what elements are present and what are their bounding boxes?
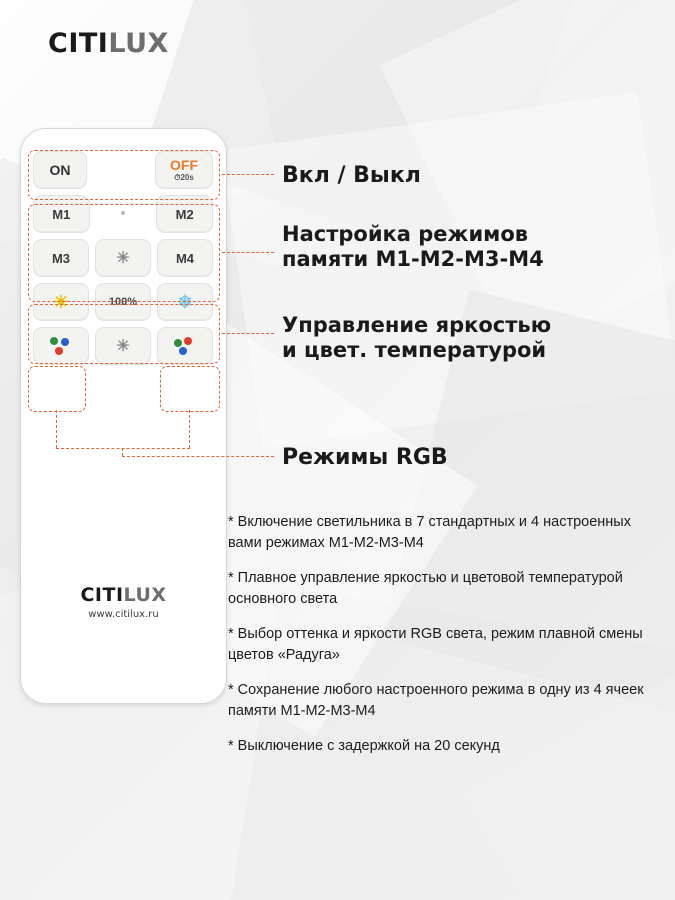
brightness-percent-label: 100% bbox=[108, 296, 138, 308]
brightness-down-button[interactable] bbox=[95, 327, 151, 365]
rgb-dots-icon bbox=[50, 337, 72, 355]
callout-brightness bbox=[282, 313, 551, 363]
keypad-row-m3-m4 bbox=[33, 239, 213, 277]
power-on-label: ON bbox=[49, 162, 71, 178]
rgb-dots-icon bbox=[174, 337, 196, 355]
remote-brand-light: LUX bbox=[123, 584, 167, 606]
cool-light-button[interactable] bbox=[157, 283, 213, 321]
note-item: * Выбор оттенка и яркости RGB света, режим плавной смены цветов «Радуга» bbox=[228, 626, 643, 664]
sun-icon: ☀ bbox=[52, 291, 70, 312]
memory-m2-button[interactable] bbox=[156, 195, 213, 233]
note-item: * Сохранение любого настроенного режима в одну из 4 ячеек памяти M1-M2-M3-M4 bbox=[228, 682, 644, 720]
memory-m4-label: M4 bbox=[175, 250, 195, 266]
callout-memory bbox=[282, 222, 544, 272]
memory-m3-button[interactable] bbox=[33, 239, 89, 277]
keypad-row-temperature bbox=[33, 283, 213, 321]
remote-keypad bbox=[33, 151, 213, 371]
brand-logo-light: LUX bbox=[108, 28, 169, 59]
power-off-label: OFF bbox=[170, 157, 198, 173]
note-item: * Выключение с задержкой на 20 секунд bbox=[228, 738, 500, 755]
indicator-led bbox=[96, 195, 151, 231]
features-notes-list bbox=[228, 512, 658, 771]
power-off-delay-label: ⏱20s bbox=[174, 173, 194, 182]
connector-rgb-join bbox=[56, 448, 190, 449]
memory-m2-label: M2 bbox=[175, 206, 194, 222]
connector-brightness bbox=[222, 333, 274, 334]
note-item: * Включение светильника в 7 стандартных и 4 настроенных вами режимах M1-M2-M3-M4 bbox=[228, 514, 631, 552]
connector-rgb-right-vertical bbox=[189, 410, 190, 448]
full-brightness-button[interactable] bbox=[95, 283, 151, 321]
memory-m1-label: M1 bbox=[52, 206, 71, 222]
sun-icon: ☀ bbox=[115, 338, 131, 355]
note-item: * Плавное управление яркостью и цветовой температурой основного света bbox=[228, 570, 623, 608]
connector-rgb-left-vertical bbox=[56, 410, 57, 448]
power-on-button[interactable] bbox=[33, 151, 87, 189]
connector-memory bbox=[222, 252, 274, 253]
callout-rgb: Режимы RGB bbox=[282, 445, 448, 470]
remote-website: www.citilux.ru bbox=[88, 609, 159, 620]
rgb-mode-button[interactable] bbox=[33, 327, 89, 365]
remote-brand-dark: CITI bbox=[80, 584, 124, 606]
callout-memory-line1: Настройка режимов bbox=[282, 222, 529, 246]
remote-footer-brand bbox=[21, 584, 226, 620]
memory-m1-button[interactable] bbox=[33, 195, 90, 233]
rgb-rainbow-button[interactable] bbox=[157, 327, 213, 365]
memory-m3-label: M3 bbox=[51, 250, 71, 266]
brand-logo bbox=[48, 28, 169, 59]
brand-logo-dark: CITI bbox=[48, 28, 109, 59]
connector-rgb-horizontal bbox=[122, 456, 274, 457]
callout-brightness-line1: Управление яркостью bbox=[282, 313, 552, 337]
warm-light-button[interactable] bbox=[33, 283, 89, 321]
remote-control-body bbox=[20, 128, 227, 704]
snowflake-icon: ❄ bbox=[177, 291, 193, 312]
connector-rgb-stem bbox=[122, 448, 123, 456]
connector-power bbox=[222, 174, 274, 175]
memory-m4-button[interactable] bbox=[157, 239, 213, 277]
brightness-up-button[interactable] bbox=[95, 239, 151, 277]
keypad-row-power bbox=[33, 151, 213, 189]
keypad-row-rgb bbox=[33, 327, 213, 365]
keypad-row-m1-m2 bbox=[33, 195, 213, 233]
callout-memory-line2: памяти M1-M2-M3-M4 bbox=[282, 246, 544, 271]
power-off-button[interactable] bbox=[155, 151, 213, 189]
sun-icon: ☀ bbox=[115, 250, 131, 267]
callout-brightness-line2: и цвет. температурой bbox=[282, 337, 547, 362]
callout-power: Вкл / Выкл bbox=[282, 163, 421, 188]
